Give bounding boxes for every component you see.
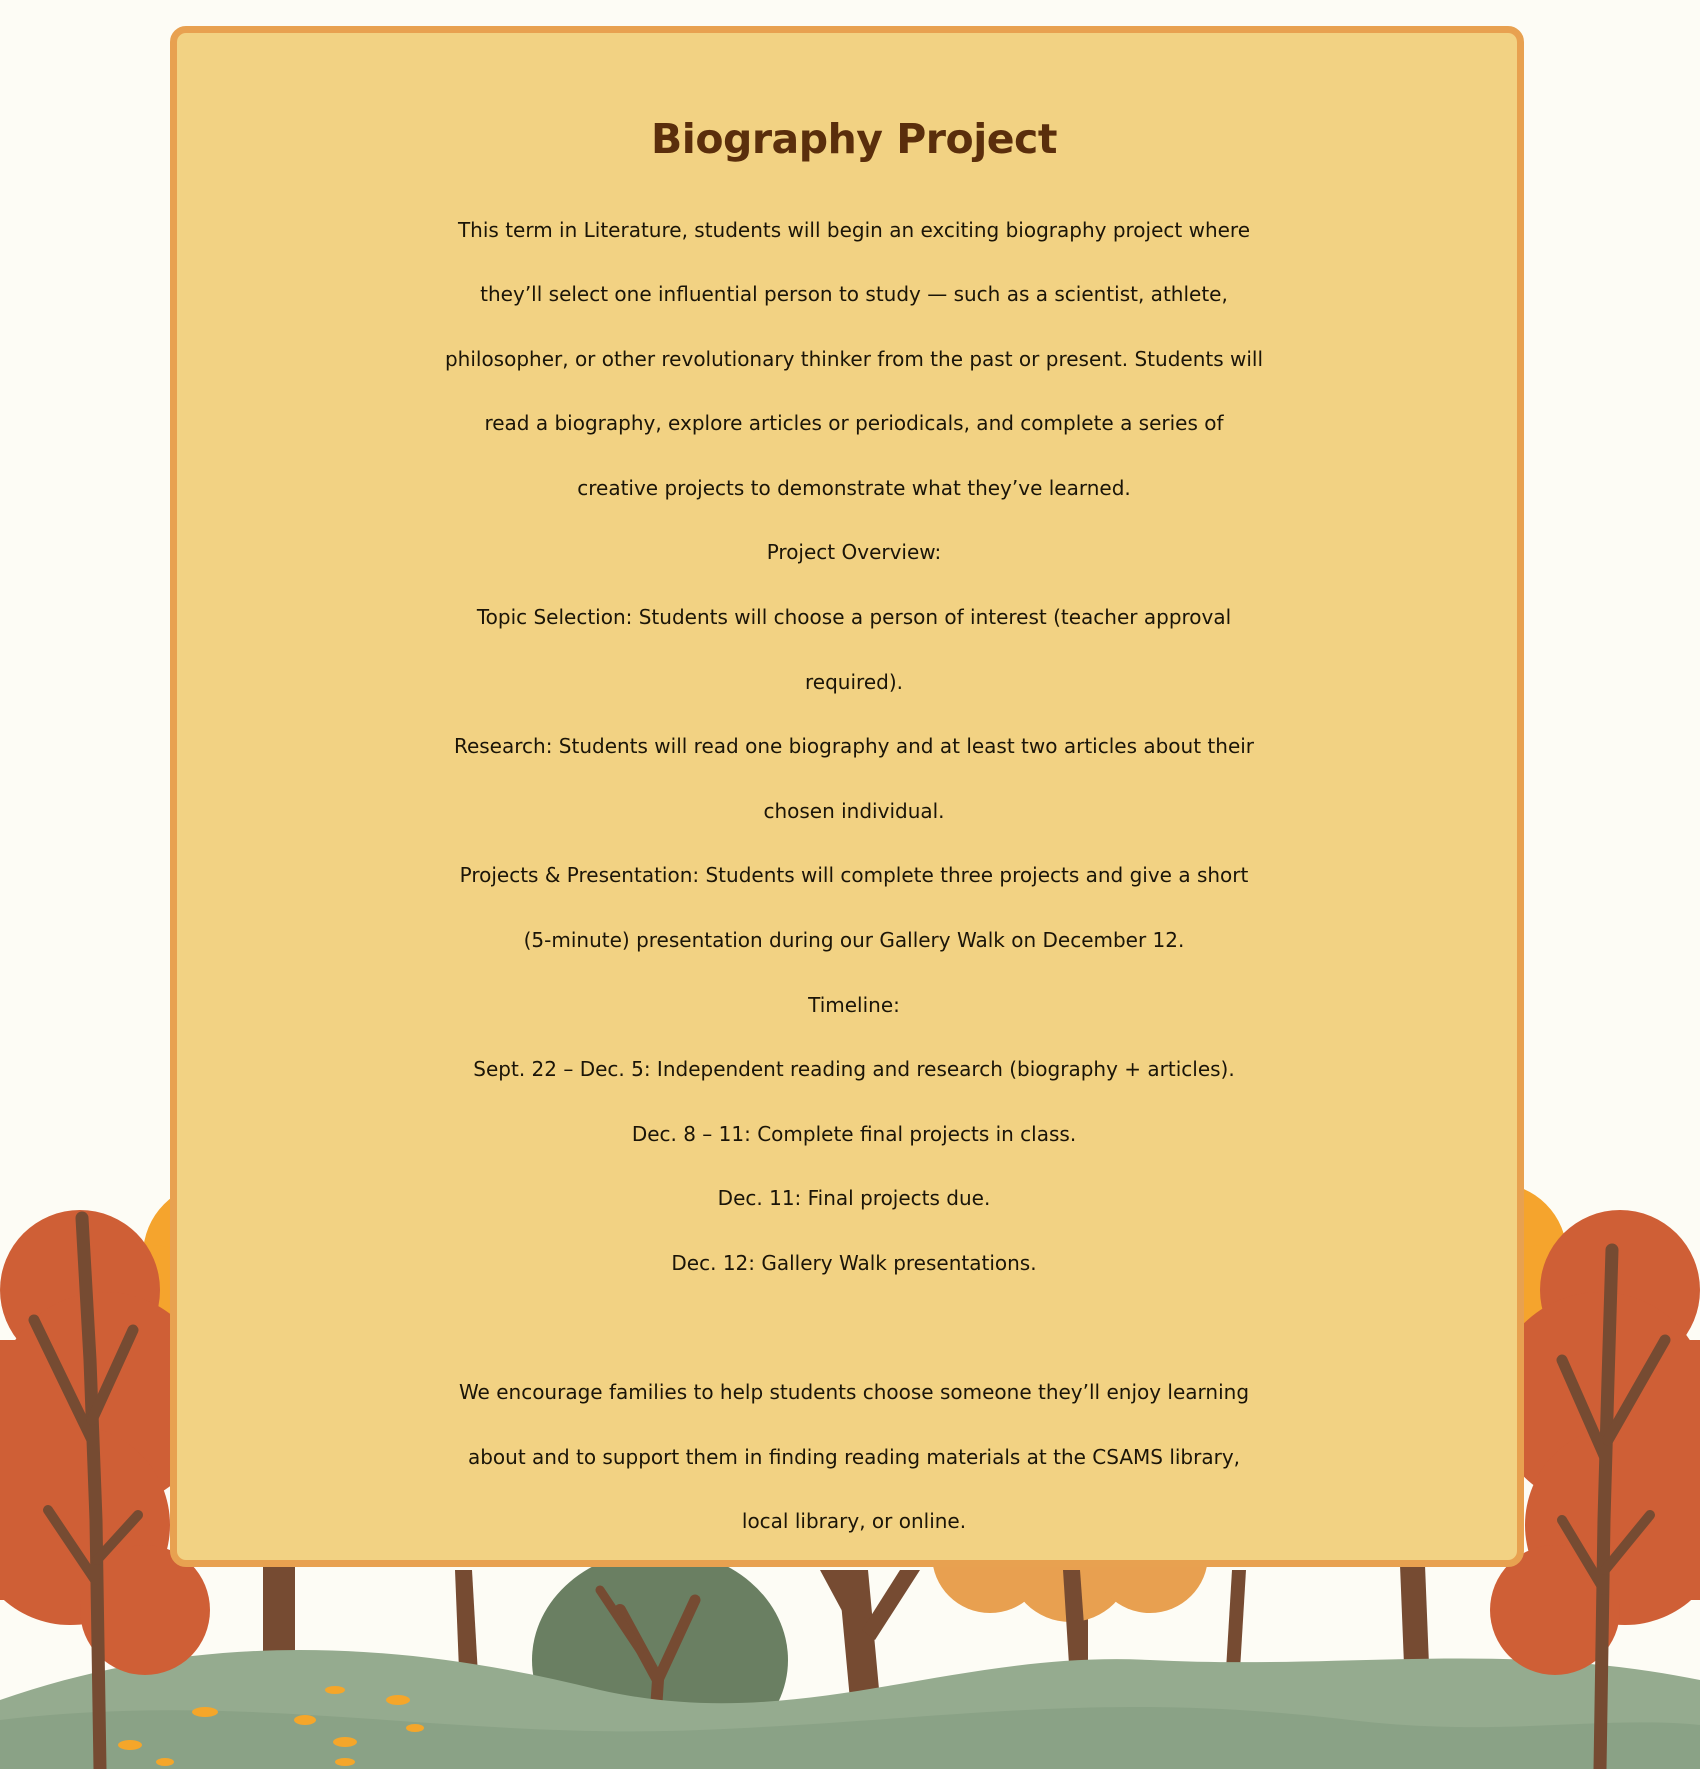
page-title: Biography Project <box>651 115 1057 163</box>
section-heading-overview: Project Overview: <box>766 540 942 565</box>
closing-line: We encourage families to help students choose someone they’ll enjoy learning <box>458 1380 1250 1405</box>
overview-item: Research: Students will read one biography and at least two articles about their <box>453 734 1255 759</box>
overview-item: (5-minute) presentation during our Gallery Walk on December 12. <box>523 928 1185 953</box>
newsletter-card <box>170 26 1524 1567</box>
spacer-line <box>177 1296 1531 1361</box>
closing-line: local library, or online. <box>741 1509 967 1534</box>
section-heading-timeline: Timeline: <box>808 992 900 1017</box>
timeline-item: Dec. 12: Gallery Walk presentations. <box>671 1251 1037 1275</box>
overview-item: Topic Selection: Students will choose a person of interest (teacher approval <box>476 605 1232 630</box>
closing-line: about and to support them in finding reading materials at the CSAMS library, <box>467 1444 1241 1469</box>
overview-item: chosen individual. <box>763 798 945 823</box>
body-line: read a biography, explore articles or periodicals, and complete a series of <box>484 411 1224 436</box>
timeline-item: Dec. 8 – 11: Complete final projects in class. <box>631 1121 1077 1146</box>
body-line: creative projects to demonstrate what they’ve learned. <box>577 475 1131 500</box>
body-line: they’ll select one influential person to study — such as a scientist, athlete, <box>480 282 1228 307</box>
body-line: This term in Literature, students will begin an exciting biography project where <box>457 217 1251 242</box>
timeline-item: Sept. 22 – Dec. 5: Independent reading and research (biography + articles). <box>473 1057 1235 1082</box>
overview-item: Projects & Presentation: Students will complete three projects and give a short <box>459 863 1249 888</box>
overview-item: required). <box>805 669 903 694</box>
body-text <box>177 198 1531 1554</box>
body-line: philosopher, or other revolutionary thinker from the past or present. Students will <box>444 346 1264 371</box>
timeline-item: Dec. 11: Final projects due. <box>717 1186 991 1211</box>
